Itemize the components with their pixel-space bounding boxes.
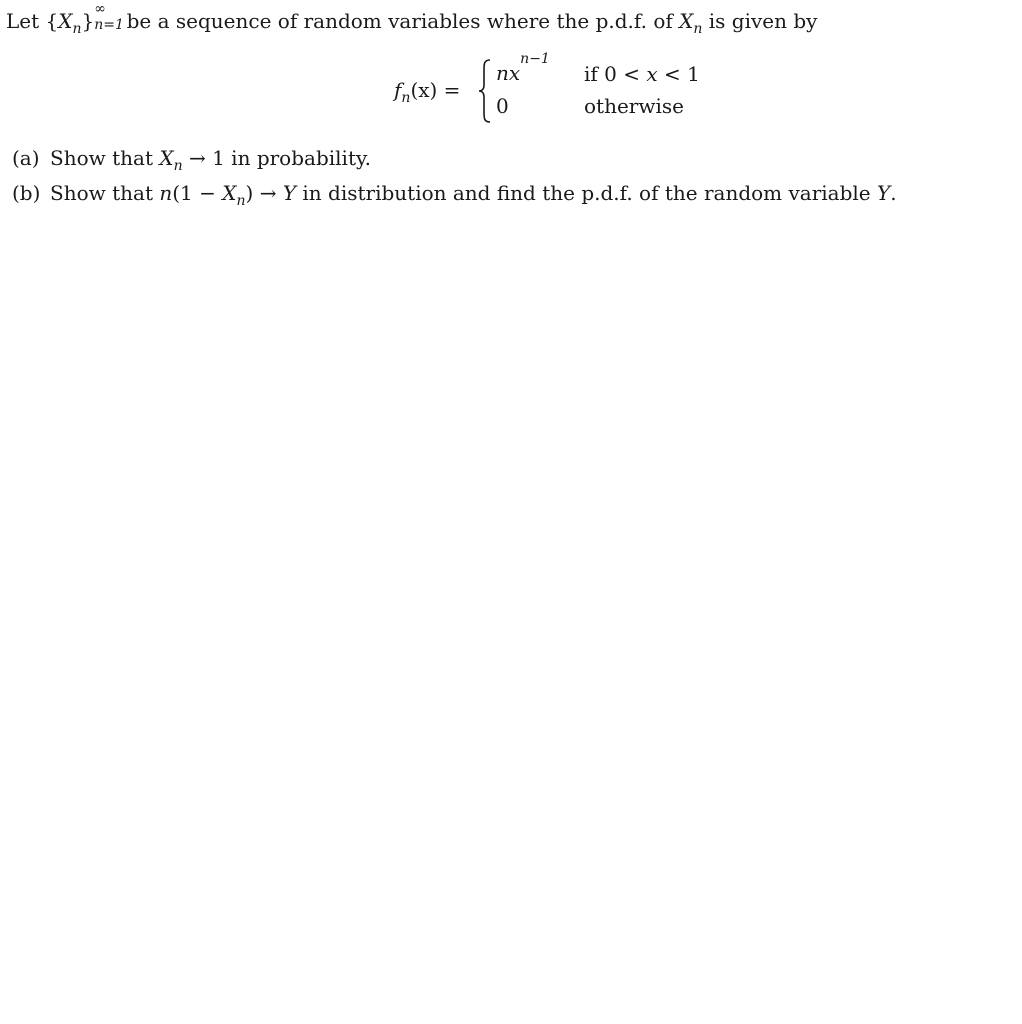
intro-var: X: [679, 9, 694, 33]
intro-text: be a sequence of random variables where the p.d.f. of: [126, 9, 673, 33]
problem-intro: [6, 1, 818, 37]
sequence-limits: [94, 1, 124, 33]
func-name: f: [394, 78, 402, 102]
sequence-var-sub: n: [72, 21, 82, 37]
case-2-expression: 0: [496, 94, 509, 118]
case-1-cond-end: < 1: [664, 62, 700, 86]
case-1-expression: [496, 51, 550, 85]
part-b-text-2: in distribution and find the p.d.f. of the random variable: [302, 181, 871, 205]
part-b-y2: Y: [877, 181, 891, 205]
case-1-exponent: n−1: [520, 51, 550, 68]
part-a-text-2: → 1 in probability.: [188, 146, 371, 170]
lower-limit: n=1: [94, 17, 124, 33]
part-a-text-1: Show that: [50, 146, 153, 170]
part-a: [12, 146, 371, 174]
sequence-notation: [45, 1, 124, 37]
intro-tail: is given by: [708, 9, 818, 33]
case-1-base: nx: [496, 61, 521, 85]
part-b-y: Y: [282, 181, 297, 205]
intro-let: Let: [6, 9, 40, 33]
case-1-cond-if: if 0 <: [584, 62, 640, 86]
part-b-var-sub: n: [236, 193, 246, 209]
part-a-var-sub: n: [173, 158, 183, 174]
set-open-brace: {: [45, 9, 59, 33]
part-b-label: (b): [12, 181, 41, 205]
case-1-cond-x: x: [646, 62, 658, 86]
func-sub: n: [401, 90, 411, 106]
set-close-brace: }: [81, 9, 95, 33]
case-1-condition: [584, 62, 700, 86]
part-a-var: X: [159, 146, 174, 170]
sequence-var: X: [58, 9, 73, 33]
part-b-close: ) →: [245, 181, 277, 205]
part-b-n: n: [159, 181, 173, 205]
upper-limit: ∞: [94, 1, 106, 17]
pdf-formula: [394, 51, 714, 128]
part-b-end: .: [890, 181, 897, 205]
formula-lhs: [394, 78, 461, 106]
intro-var-sub: n: [693, 21, 703, 37]
left-brace-icon: [478, 58, 492, 124]
part-b-text-1: Show that: [50, 181, 153, 205]
part-b-paren: (1 −: [172, 181, 216, 205]
func-arg: (x) =: [410, 78, 461, 102]
part-a-label: (a): [12, 146, 40, 170]
case-2-condition: otherwise: [584, 94, 684, 118]
part-b: [12, 181, 897, 209]
part-b-var: X: [222, 181, 237, 205]
